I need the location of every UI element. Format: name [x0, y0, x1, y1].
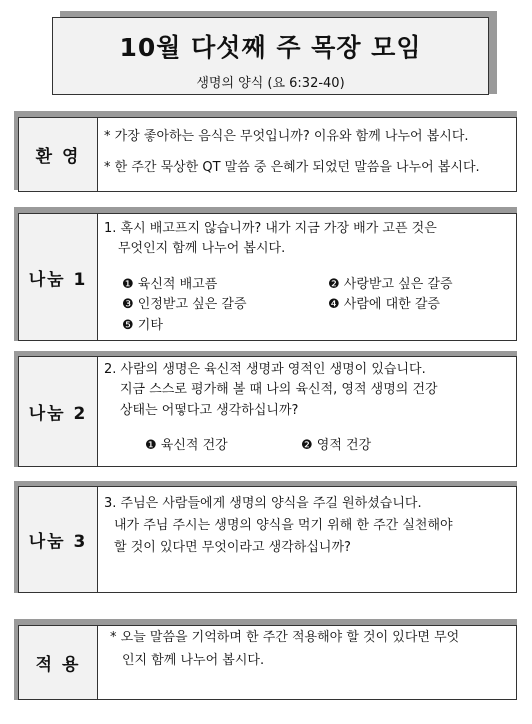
sharing2-label: 나눔 2	[18, 356, 98, 467]
application-label: 적 용	[18, 625, 98, 700]
application-line-2: 인지 함께 나누어 봅시다.	[122, 653, 265, 668]
sharing2-question-line-1: 2. 사람의 생명은 육신적 생명과 영적인 생명이 있습니다.	[104, 362, 426, 377]
sharing2-content	[97, 356, 517, 467]
welcome-line-1: * 가장 좋아하는 음식은 무엇입니까? 이유와 함께 나누어 봅시다.	[104, 129, 469, 144]
welcome-content	[97, 117, 517, 192]
welcome-label: 환 영	[18, 117, 98, 192]
sharing1-option-4: ❹ 사람에 대한 갈증	[328, 297, 440, 312]
page-subtitle: 생명의 양식 (요 6:32-40)	[196, 76, 345, 91]
sharing1-label: 나눔 1	[18, 213, 98, 341]
page-title: 10월 다섯째 주 목장 모임	[119, 33, 422, 62]
sharing1-question-line-1: 1. 혹시 배고프지 않습니까? 내가 지금 가장 배가 고픈 것은	[104, 221, 437, 236]
sharing1-question-line-2: 무엇인지 함께 나누어 봅시다.	[118, 241, 286, 256]
sharing1-content	[97, 213, 517, 341]
application-line-1: * 오늘 말씀을 기억하며 한 주간 적용해야 할 것이 있다면 무엇	[110, 630, 460, 645]
sharing1-option-5: ❺ 기타	[122, 318, 163, 333]
welcome-line-2: * 한 주간 묵상한 QT 말씀 중 은혜가 되었던 말씀을 나누어 봅시다.	[104, 160, 480, 175]
sharing2-question-line-2: 지금 스스로 평가해 볼 때 나의 육신적, 영적 생명의 건강	[120, 382, 438, 397]
sharing3-content	[97, 486, 517, 593]
sharing2-question-line-3: 상태는 어떻다고 생각하십니까?	[120, 403, 299, 418]
sharing1-option-1: ❶ 육신적 배고픔	[122, 277, 218, 292]
sharing3-question-line-2: 내가 주님 주시는 생명의 양식을 먹기 위해 한 주간 실천해야	[114, 518, 453, 533]
title-box	[52, 17, 489, 95]
sharing3-question-line-1: 3. 주님은 사람들에게 생명의 양식을 주길 원하셨습니다.	[104, 496, 422, 511]
sharing3-question-line-3: 할 것이 있다면 무엇이라고 생각하십니까?	[114, 540, 351, 555]
sharing3-label: 나눔 3	[18, 486, 98, 593]
sharing1-option-2: ❷ 사랑받고 싶은 갈증	[328, 277, 453, 292]
sharing2-option-1: ❶ 육신적 건강	[145, 438, 228, 453]
application-content	[97, 625, 517, 700]
sharing2-option-2: ❷ 영적 건강	[301, 438, 372, 453]
sharing1-option-3: ❸ 인정받고 싶은 갈증	[122, 297, 247, 312]
